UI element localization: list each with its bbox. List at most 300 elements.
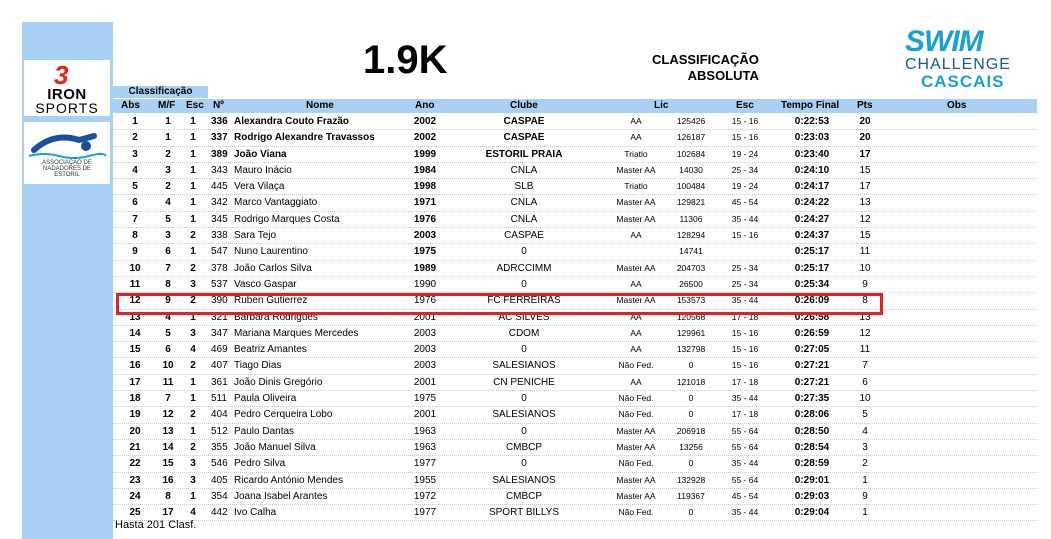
- cell-year: 1971: [413, 197, 437, 209]
- cell-club: CN PENICHE: [493, 376, 555, 388]
- cell-club: AC SILVES: [498, 311, 550, 323]
- cell-name: João Dinis Gregório: [234, 376, 323, 388]
- cell-cat: 19 - 24: [731, 181, 759, 192]
- cell-abs: 25: [129, 507, 141, 519]
- cell-esc: 1: [190, 213, 196, 225]
- cell-lic: 0: [688, 393, 694, 404]
- cell-year: 1977: [413, 507, 437, 519]
- table-row: [113, 489, 1037, 505]
- cell-time: 0:24:22: [794, 197, 830, 209]
- cell-club: CASPAE: [504, 230, 544, 242]
- cell-lic: 0: [688, 507, 694, 518]
- cell-esc: 4: [190, 344, 196, 356]
- cell-lic: 120568: [676, 311, 706, 322]
- cell-esc: 1: [190, 246, 196, 258]
- cell-pts: 9: [862, 490, 868, 502]
- cell-pts: 15: [859, 164, 871, 176]
- cell-club: CNLA: [510, 213, 538, 225]
- cascais-word: CASCAIS: [921, 72, 1005, 91]
- cell-lic-type: Triatlo: [624, 148, 648, 159]
- cell-lic-type: AA: [630, 278, 642, 289]
- cell-cat: 35 - 44: [731, 295, 759, 306]
- cell-abs: 2: [132, 132, 138, 144]
- cell-time: 0:28:06: [794, 409, 830, 421]
- cell-num: 442: [211, 507, 228, 519]
- table-row: [113, 407, 1037, 423]
- cell-club: CNLA: [510, 197, 538, 209]
- cell-cat: 15 - 16: [731, 327, 759, 338]
- cell-esc: 3: [190, 458, 196, 470]
- cell-lic-type: Master AA: [616, 213, 656, 224]
- cell-lic: 0: [688, 360, 694, 371]
- cell-num: 445: [211, 181, 228, 193]
- cell-num: 336: [211, 116, 228, 127]
- header-obs: Obs: [947, 100, 967, 111]
- cell-lic: 126187: [676, 132, 706, 143]
- cell-esc: 2: [190, 230, 196, 242]
- cell-lic: 102684: [676, 148, 706, 159]
- cell-club: 0: [521, 344, 527, 356]
- cell-num: 354: [211, 490, 228, 502]
- cell-esc: 1: [190, 197, 196, 209]
- table-row: [113, 456, 1037, 472]
- cell-lic-type: AA: [630, 116, 642, 126]
- header-year: Ano: [415, 100, 435, 111]
- cell-mf: 8: [165, 490, 171, 502]
- table-row: [113, 505, 1037, 521]
- cell-club: CMBCP: [505, 490, 543, 502]
- cell-esc: 1: [190, 116, 196, 127]
- cell-num: 338: [211, 230, 228, 242]
- cell-club: SALESIANOS: [492, 474, 556, 486]
- cell-cat: 25 - 34: [731, 278, 759, 289]
- cell-name: Rodrigo Marques Costa: [234, 213, 340, 225]
- header-club: Clube: [510, 100, 538, 111]
- cell-pts: 4: [862, 425, 868, 437]
- cell-num: 337: [211, 132, 228, 144]
- cell-lic: 132928: [676, 474, 706, 485]
- cell-pts: 17: [859, 181, 871, 193]
- cell-name: João Viana: [234, 148, 287, 160]
- cell-name: Paulo Dantas: [234, 425, 295, 437]
- cell-name: Rodrigo Alexandre Travassos: [234, 132, 375, 144]
- cell-lic-type: Não Fed.: [618, 360, 654, 371]
- cell-name: Ruben Gutierrez: [234, 295, 308, 307]
- table-row: [113, 326, 1037, 342]
- cell-club: SPORT BILLYS: [488, 507, 560, 519]
- cell-name: Ricardo António Mendes: [234, 474, 343, 486]
- table-row: [113, 163, 1037, 179]
- cell-lic: 14030: [679, 164, 703, 175]
- cell-pts: 10: [859, 262, 871, 274]
- cell-lic: 26500: [679, 278, 703, 289]
- association-text: ASSOCIAÇÃO DE NADADORES DE ESTORIL: [42, 160, 92, 178]
- cell-time: 0:26:59: [794, 327, 830, 339]
- cell-num: 537: [211, 278, 228, 290]
- cell-abs: 12: [129, 295, 141, 307]
- cell-club: CMBCP: [505, 441, 543, 453]
- cell-abs: 15: [129, 344, 141, 356]
- cell-name: Vera Vilaça: [234, 181, 285, 193]
- cell-pts: 20: [859, 116, 871, 127]
- cell-name: João Carlos Silva: [234, 262, 312, 274]
- cell-esc: 1: [190, 311, 196, 323]
- cell-year: 1976: [413, 295, 437, 307]
- cell-cat: 25 - 34: [731, 164, 759, 175]
- cell-year: 1999: [413, 148, 437, 160]
- cell-time: 0:24:37: [794, 230, 830, 242]
- cell-mf: 6: [165, 246, 171, 258]
- cell-year: 1955: [413, 474, 437, 486]
- cell-mf: 16: [162, 474, 174, 486]
- cell-pts: 2: [862, 458, 868, 470]
- cell-lic-type: AA: [630, 132, 642, 143]
- cell-name: Mariana Marques Mercedes: [234, 327, 359, 339]
- cell-pts: 20: [859, 132, 871, 144]
- cell-esc: 2: [190, 295, 196, 307]
- cell-lic: 129821: [676, 197, 706, 208]
- cell-pts: 9: [862, 278, 868, 290]
- cell-time: 0:23:40: [794, 148, 830, 160]
- cell-esc: 1: [190, 393, 196, 405]
- cell-mf: 13: [162, 425, 174, 437]
- cell-club: SLB: [514, 181, 534, 193]
- cell-pts: 12: [859, 327, 871, 339]
- cell-name: Sara Tejo: [234, 230, 277, 242]
- header-cat: Esc: [736, 100, 754, 111]
- cell-lic: 132798: [676, 344, 706, 355]
- cell-mf: 4: [165, 197, 171, 209]
- cell-time: 0:25:34: [794, 278, 830, 290]
- cell-cat: 19 - 24: [731, 148, 759, 159]
- cell-name: Ivo Calha: [234, 507, 277, 519]
- cell-club: 0: [521, 393, 527, 405]
- cell-time: 0:22:53: [794, 116, 830, 127]
- cell-abs: 5: [132, 181, 138, 193]
- cell-lic-type: Triatlo: [624, 181, 648, 192]
- cell-lic: 119367: [677, 490, 705, 501]
- cell-num: 342: [211, 197, 228, 209]
- cell-time: 0:28:54: [794, 441, 830, 453]
- cell-club: 0: [521, 246, 527, 258]
- cell-esc: 2: [190, 441, 196, 453]
- cell-lic-type: Não Fed.: [618, 458, 654, 469]
- cell-cat: 15 - 16: [731, 344, 759, 355]
- cell-num: 378: [211, 262, 228, 274]
- table-row: [113, 358, 1037, 374]
- cell-lic-type: Master AA: [616, 474, 656, 485]
- highlight-box: [116, 293, 883, 315]
- cell-time: 0:26:09: [794, 295, 830, 307]
- cell-pts: 8: [862, 295, 868, 307]
- cell-year: 1977: [413, 458, 437, 470]
- table-row: [113, 228, 1037, 244]
- cell-mf: 8: [165, 278, 171, 290]
- cell-cat: 55 - 64: [731, 441, 759, 452]
- cell-cat: 45 - 54: [731, 490, 759, 501]
- cell-abs: 23: [129, 474, 141, 486]
- cell-year: 1998: [413, 181, 437, 193]
- cell-name: Vasco Gaspar: [234, 278, 297, 290]
- cell-club: CASPAE: [503, 132, 545, 144]
- table-row: [113, 424, 1037, 440]
- cell-year: 1972: [413, 490, 437, 502]
- cell-name: Marco Vantaggiato: [234, 197, 318, 209]
- table-row: [113, 147, 1037, 163]
- cell-lic-type: AA: [630, 327, 642, 338]
- cell-lic: 206918: [676, 425, 706, 436]
- cell-abs: 10: [129, 262, 141, 274]
- cell-lic-type: Master AA: [616, 197, 656, 208]
- cell-lic: 125426: [676, 116, 706, 126]
- cell-lic-type: Não Fed.: [618, 507, 654, 518]
- cell-lic: 14741: [679, 246, 703, 257]
- cell-time: 0:29:01: [794, 474, 830, 486]
- cell-cat: 35 - 44: [731, 507, 759, 518]
- cell-abs: 4: [132, 164, 138, 176]
- cell-time: 0:24:10: [794, 164, 830, 176]
- cell-lic-type: AA: [630, 311, 642, 322]
- cell-name: Alexandra Couto Frazão: [234, 116, 350, 127]
- cell-cat: 17 - 18: [731, 409, 759, 420]
- cell-time: 0:26:58: [794, 311, 830, 323]
- cell-time: 0:28:59: [794, 458, 830, 470]
- footer-note: Hasta 201 Clasf.: [115, 519, 197, 531]
- table-row: [113, 179, 1037, 195]
- header-name: Nome: [306, 100, 334, 111]
- cell-mf: 7: [165, 262, 171, 274]
- table-row: [113, 195, 1037, 211]
- table-row: [113, 277, 1037, 293]
- cell-year: 2003: [413, 344, 437, 356]
- cell-lic: 128294: [676, 230, 706, 241]
- cell-mf: 14: [162, 441, 174, 453]
- cell-name: Tiago Dias: [234, 360, 282, 372]
- cell-esc: 1: [190, 148, 196, 160]
- cell-mf: 3: [165, 164, 171, 176]
- cell-club: 0: [521, 278, 527, 290]
- cell-esc: 3: [190, 327, 196, 339]
- cell-esc: 1: [190, 132, 196, 144]
- cell-num: 343: [211, 164, 228, 176]
- cell-year: 2002: [413, 116, 437, 127]
- cell-num: 347: [211, 327, 228, 339]
- table-header: [113, 99, 1037, 113]
- classification-group-header: Classificação: [113, 86, 208, 98]
- table-row: [113, 342, 1037, 358]
- cell-cat: 35 - 44: [731, 458, 759, 469]
- cell-year: 1963: [413, 425, 437, 437]
- cell-lic-type: Não Fed.: [618, 393, 654, 404]
- cell-mf: 4: [165, 311, 171, 323]
- cell-pts: 13: [859, 311, 871, 323]
- header-pts: Pts: [857, 100, 873, 111]
- classification-line-1: CLASSIFICAÇÃO: [652, 52, 759, 67]
- cell-esc: 1: [190, 376, 196, 388]
- results-table: [113, 114, 1037, 521]
- table-row: [113, 440, 1037, 456]
- cell-lic: 100484: [676, 181, 706, 192]
- cell-lic-type: Master AA: [616, 164, 656, 175]
- cell-abs: 1: [132, 116, 138, 127]
- cell-mf: 1: [165, 132, 171, 144]
- table-row: [113, 212, 1037, 228]
- cell-num: 469: [211, 344, 228, 356]
- cell-time: 0:29:04: [794, 507, 830, 519]
- cell-cat: 35 - 44: [731, 213, 759, 224]
- cell-year: 1989: [413, 262, 437, 274]
- cell-mf: 2: [165, 148, 171, 160]
- cell-num: 390: [211, 295, 228, 307]
- cell-num: 355: [211, 441, 228, 453]
- cell-pts: 11: [859, 246, 871, 258]
- cell-club: CASPAE: [503, 116, 545, 127]
- table-row: [113, 244, 1037, 260]
- cell-club: FC FERREIRAS: [487, 295, 561, 307]
- header-esc: Esc: [186, 100, 204, 111]
- cell-name: Beatriz Amantes: [234, 344, 307, 356]
- cell-pts: 17: [859, 148, 871, 160]
- cell-pts: 13: [859, 197, 871, 209]
- cell-abs: 13: [129, 311, 141, 323]
- cell-mf: 10: [162, 360, 174, 372]
- cell-lic: 11306: [679, 213, 703, 224]
- cell-num: 407: [211, 360, 228, 372]
- cell-club: 0: [521, 425, 527, 437]
- cell-mf: 3: [165, 230, 171, 242]
- cell-cat: 15 - 16: [731, 360, 759, 371]
- cell-num: 512: [211, 425, 228, 437]
- cell-lic-type: Não Fed.: [618, 409, 654, 420]
- cell-lic-type: AA: [630, 344, 642, 355]
- cell-cat: 55 - 64: [731, 474, 759, 485]
- cell-club: CDOM: [508, 327, 540, 339]
- cell-abs: 9: [132, 246, 138, 258]
- cell-year: 2003: [413, 360, 437, 372]
- cell-club: 0: [521, 458, 527, 470]
- cell-mf: 11: [162, 376, 174, 388]
- cell-cat: 55 - 64: [731, 425, 759, 436]
- cell-abs: 21: [129, 441, 141, 453]
- cell-time: 0:28:50: [794, 425, 830, 437]
- cell-num: 404: [211, 409, 228, 421]
- cell-time: 0:27:21: [794, 376, 830, 388]
- cell-lic-type: Master AA: [616, 441, 656, 452]
- cell-abs: 6: [132, 197, 138, 209]
- cell-year: 1976: [413, 213, 437, 225]
- swim-challenge-logo: [905, 25, 1035, 91]
- cell-name: João Manuel Silva: [234, 441, 316, 453]
- cell-name: Joana Isabel Arantes: [234, 490, 328, 502]
- cell-year: 2001: [413, 311, 437, 323]
- cell-lic: 13256: [679, 441, 703, 452]
- cell-time: 0:23:03: [794, 132, 830, 144]
- cell-time: 0:27:21: [794, 360, 830, 372]
- cell-club: ESTORIL PRAIA: [485, 148, 563, 160]
- cell-year: 1975: [413, 246, 437, 258]
- cell-lic-type: Master AA: [616, 490, 656, 501]
- cell-mf: 2: [165, 181, 171, 193]
- header-mf: M/F: [158, 100, 176, 111]
- cell-num: 511: [211, 393, 227, 405]
- cell-mf: 9: [165, 295, 171, 307]
- cell-lic-type: Master AA: [616, 295, 656, 306]
- cell-esc: 2: [190, 262, 196, 274]
- page-title: 1.9K: [363, 38, 448, 82]
- cell-cat: 15 - 16: [731, 116, 759, 126]
- classification-title: [652, 52, 759, 84]
- header-lic: Lic: [654, 100, 669, 111]
- challenge-word: CHALLENGE: [905, 56, 1011, 73]
- cell-pts: 11: [859, 344, 871, 356]
- cell-abs: 18: [129, 393, 141, 405]
- table-row: [113, 130, 1037, 146]
- cell-mf: 5: [165, 327, 171, 339]
- cell-cat: 25 - 34: [731, 262, 759, 273]
- classification-line-2: ABSOLUTA: [687, 68, 759, 83]
- cell-num: 389: [211, 148, 228, 160]
- table-row: [113, 473, 1037, 489]
- cell-num: 345: [211, 213, 228, 225]
- cell-esc: 1: [190, 490, 196, 502]
- cell-pts: 1: [862, 507, 868, 519]
- cell-lic: 129961: [676, 327, 706, 338]
- cell-abs: 3: [132, 148, 138, 160]
- cell-year: 1975: [413, 393, 437, 405]
- cell-esc: 2: [190, 409, 196, 421]
- cell-name: Bárbara Rodrigues: [234, 311, 318, 323]
- cell-abs: 16: [129, 360, 141, 372]
- cell-esc: 4: [190, 507, 196, 519]
- cell-esc: 1: [190, 164, 196, 176]
- cell-cat: 17 - 18: [731, 376, 759, 387]
- cell-pts: 7: [862, 360, 868, 372]
- cell-mf: 1: [165, 116, 171, 127]
- cell-mf: 17: [162, 507, 174, 519]
- cell-year: 2003: [413, 230, 437, 242]
- cell-lic: 153573: [676, 295, 706, 306]
- cell-name: Pedro Silva: [234, 458, 286, 470]
- cell-abs: 8: [132, 230, 138, 242]
- sports-word: SPORTS: [35, 100, 99, 116]
- header-abs: Abs: [121, 100, 140, 111]
- cell-abs: 20: [129, 425, 141, 437]
- cell-mf: 15: [162, 458, 174, 470]
- cell-lic: 121018: [676, 376, 706, 387]
- cell-abs: 24: [129, 490, 141, 502]
- cell-cat: 15 - 16: [731, 132, 759, 143]
- cell-esc: 1: [190, 181, 196, 193]
- cell-num: 321: [211, 311, 228, 323]
- cell-num: 361: [211, 376, 228, 388]
- cell-year: 2001: [413, 409, 437, 421]
- cell-club: SALESIANOS: [492, 409, 556, 421]
- cell-pts: 12: [859, 213, 871, 225]
- cell-name: Nuno Laurentino: [234, 246, 308, 258]
- cell-abs: 7: [132, 213, 138, 225]
- cell-lic-type: AA: [630, 376, 642, 387]
- cell-year: 2001: [413, 376, 437, 388]
- cell-abs: 14: [129, 327, 141, 339]
- cell-abs: 17: [129, 376, 141, 388]
- cell-cat: 15 - 16: [731, 230, 759, 241]
- cell-year: 1984: [413, 164, 437, 176]
- iron-sports-logo: [24, 60, 110, 116]
- cell-lic-type: AA: [630, 230, 642, 241]
- cell-time: 0:27:35: [794, 393, 830, 405]
- cell-pts: 15: [859, 230, 871, 242]
- cell-abs: 22: [129, 458, 141, 470]
